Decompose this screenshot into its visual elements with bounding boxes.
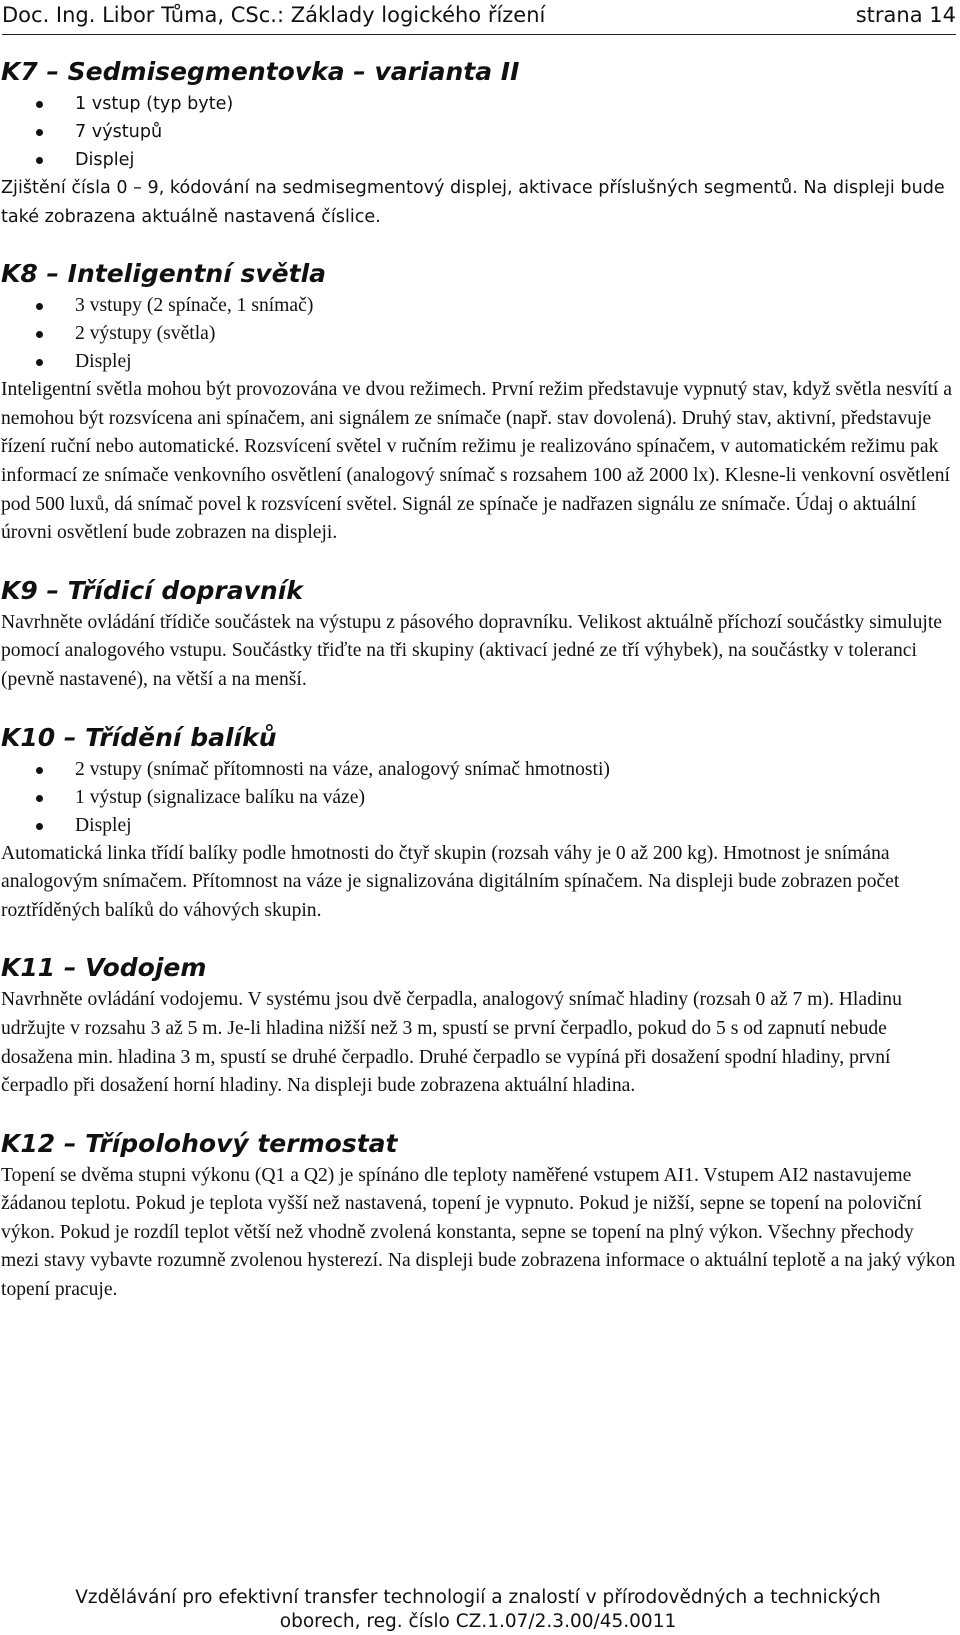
list-item: Displej	[0, 146, 956, 174]
bullet-icon	[36, 101, 43, 108]
list-item: 1 vstup (typ byte)	[0, 90, 956, 118]
bullet-icon	[36, 331, 43, 338]
section-k12	[0, 1128, 956, 1305]
section-k9	[0, 575, 956, 695]
bullet-icon	[36, 359, 43, 366]
bullet-icon	[36, 157, 43, 164]
section-k7	[0, 56, 956, 231]
list-item: 1 výstup (signalizace balíku na váze)	[0, 784, 956, 812]
footer-line-2: oborech, reg. číslo CZ.1.07/2.3.00/45.0011	[279, 1611, 677, 1632]
bullet-icon	[36, 303, 43, 310]
section-k8-text: Inteligentní světla mohou být provozována ve dvou režimech. První režim představuje vypnutý stav, když světla nesvítí a nemohou být rozsvícena ani spínačem, ani signálem ze snímače (např. stav dovolená). Druhý stav, aktivní, představuje řízení ruční nebo automatické. Rozsvícení světel v ručním režimu je realizováno spínačem, v automatickém režimu pak informací ze snímače venkovního osvětlení (analogový snímač s rozsahem 100 až 2000 lx). Klesne-li venkovní osvětlení pod 500 luxů, dá snímač povel k rozsvícení světel. Signál ze spínače je nadřazen signálu ze snímače. Údaj o aktuální úrovni osvětlení bude zobrazen na displeji.	[1, 379, 952, 544]
bullet-icon	[36, 129, 43, 136]
list-item: Displej	[0, 812, 956, 840]
list-item: 3 vstupy (2 spínače, 1 snímač)	[0, 292, 956, 320]
document-body	[0, 56, 956, 1305]
section-k11-title: K11 – Vodojem	[1, 953, 207, 983]
section-k9-text: Navrhněte ovládání třídiče součástek na výstupu z pásového dopravníku. Velikost aktuálně příchozí součástky simulujte pomocí analogového vstupu. Součástky třiďte na tři skupiny (aktivací jedné ze tří výhybek), na součástky v toleranci (pevně nastavené), na větší a na menší.	[1, 611, 942, 690]
section-k10	[0, 722, 956, 926]
section-k9-title: K9 – Třídicí dopravník	[1, 575, 303, 605]
section-k10-title: K10 – Třídění balíků	[1, 722, 277, 752]
section-k7-text: Zjištění čísla 0 – 9, kódování na sedmisegmentový displej, aktivace příslušných segmentů. Na displeji bude také zobrazena aktuálně nastavená číslice.	[1, 178, 945, 227]
list-item: 2 výstupy (světla)	[0, 320, 956, 348]
list-item: 2 vstupy (snímač přítomnosti na váze, analogový snímač hmotnosti)	[0, 756, 956, 784]
section-k7-list	[0, 90, 956, 174]
header-title: Doc. Ing. Libor Tůma, CSc.: Základy logického řízení	[2, 3, 546, 27]
section-k7-title: K7 – Sedmisegmentovka – varianta II	[1, 57, 520, 86]
section-k11-text: Navrhněte ovládání vodojemu. V systému jsou dvě čerpadla, analogový snímač hladiny (rozsah 0 až 7 m). Hladinu udržujte v rozsahu 3 až 5 m. Je-li hladina nižší než 3 m, spustí se první čerpadlo, pokud do 5 s od zapnutí nebude dosažena min. hladina 3 m, spustí se druhé čerpadlo. Druhé čerpadlo se vypíná při dosažení spodní hladiny, první čerpadlo při dosažení horní hladiny. Na displeji bude zobrazena aktuální hladina.	[1, 989, 902, 1097]
section-k12-text: Topení se dvěma stupni výkonu (Q1 a Q2) je spínáno dle teploty naměřené vstupem AI1. Vstupem AI2 nastavujeme žádanou teplotu. Pokud je teplota vyšší než nastavená, topení je vypnuto. Pokud je nižší, sepne se topení na poloviční výkon. Pokud je rozdíl teplot větší než vhodně zvolená konstanta, sepne se topení na plný výkon. Všechny přechody mezi stavy vybavte rozumně zvolenou hysterezí. Na displeji bude zobrazena informace o aktuální teplotě a na jaký výkon topení pracuje.	[1, 1164, 956, 1301]
section-k12-title: K12 – Třípolohový termostat	[1, 1128, 398, 1158]
bullet-icon	[36, 823, 43, 830]
page-footer	[0, 1586, 956, 1634]
page-header	[2, 0, 956, 35]
list-item: 7 výstupů	[0, 118, 956, 146]
section-k11	[0, 952, 956, 1100]
section-k8	[0, 258, 956, 548]
header-page-number: strana 14	[855, 3, 956, 27]
bullet-icon	[36, 767, 43, 774]
list-item: Displej	[0, 348, 956, 376]
section-k8-list	[0, 292, 956, 376]
bullet-icon	[36, 795, 43, 802]
section-k10-list	[0, 756, 956, 840]
footer-line-1: Vzdělávání pro efektivní transfer technologií a znalostí v přírodovědných a technických	[75, 1587, 881, 1608]
section-k8-title: K8 – Inteligentní světla	[1, 259, 327, 289]
section-k10-text: Automatická linka třídí balíky podle hmotnosti do čtyř skupin (rozsah váhy je 0 až 200 kg). Hmotnost je snímána analogovým snímačem. Přítomnost na váze je signalizována digitálním spínačem. Na displeji bude zobrazen počet roztříděných balíků do váhových skupin.	[1, 842, 900, 921]
